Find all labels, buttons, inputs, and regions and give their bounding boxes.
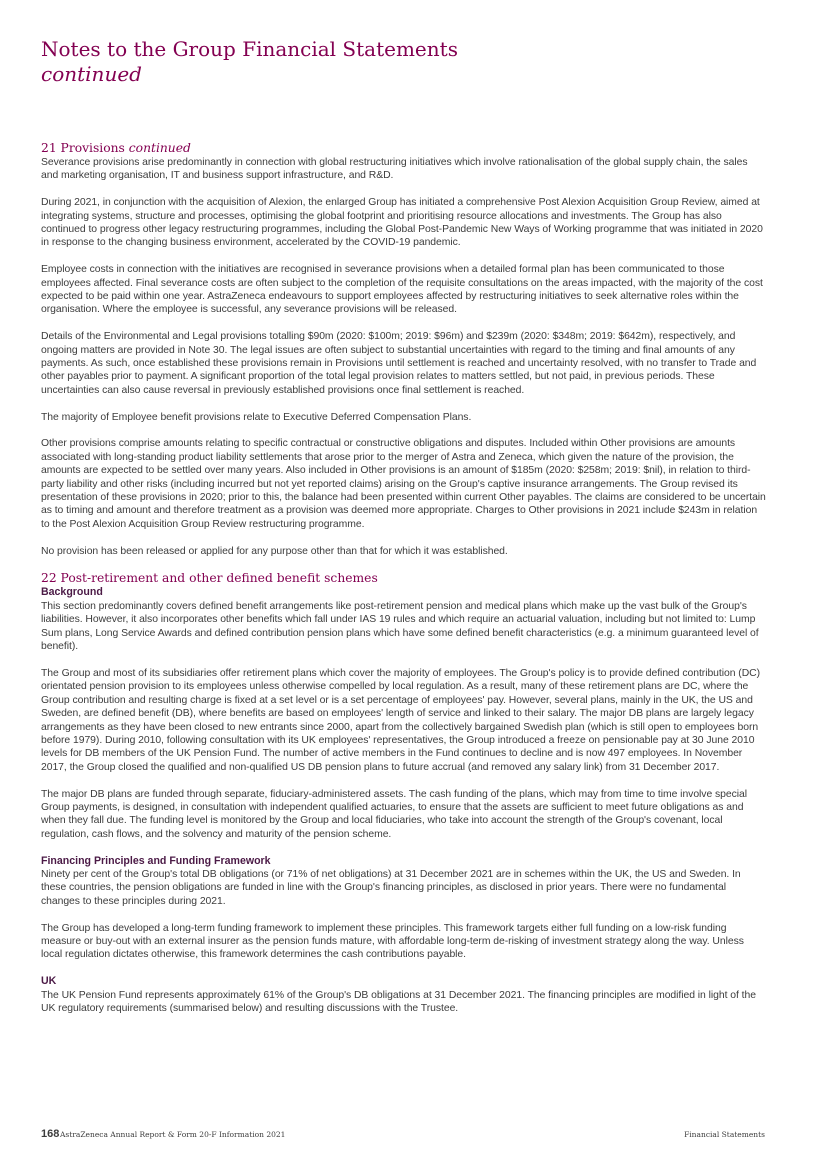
paragraph: Ninety per cent of the Group's total DB obligations (or 71% of net obligations) at 31 December 2021 are in schemes within the UK, the US and Sweden. In these countries, the pension obligations are funded in line with the Group's financing principles, as disclosed in prior years. There were no fundamental changes to these principles during 2021. xyxy=(41,868,741,907)
section-21-heading: 21 Provisions continued xyxy=(41,141,191,155)
publication-name: AstraZeneca Annual Report & Form 20-F Information 2021 xyxy=(60,1130,286,1139)
paragraph: Severance provisions arise predominantly in connection with global restructuring initiatives which involve rationalisation of the global supply chain, the sales and marketing organisation, IT and business support infrastructure, and R&D. xyxy=(41,157,748,182)
paragraph: The Group and most of its subsidiaries offer retirement plans which cover the majority of employees. The Group's policy is to provide defined contribution (DC) orientated pension provision to its employees unless otherwise compelled by local regulation. As a result, many of these retirement plans are DC, where the Group contribution and resulting charge is fixed at a set level or is a set percentage of employees' pay. However, several plans, mainly in the UK, the US and Sweden, are defined benefit (DB), where benefits are based on employees' length of service and linked to their salary. The major DB plans are largely legacy arrangements as they have been closed to new entrants since 2000, apart from the collectively bargained Swedish plan (which is still open to employees born before 1979). During 2010, following consultation with its UK employees' representatives, the Group introduced a freeze on pensionable pay at 30 June 2010 levels for DB members of the UK Pension Fund. The number of active members in the Fund continues to decline and is now 497 employees. In November 2017, the Group closed the qualified and non-qualified US DB pension plans to future accrual (and removed any salary link) from 31 December 2017. xyxy=(41,667,761,773)
paragraph: The UK Pension Fund represents approximately 61% of the Group's DB obligations at 31 December 2021. The financing principles are modified in light of the UK regulatory requirements (summarised below) and resulting discussions with the Trustee. xyxy=(41,989,756,1014)
page-footer xyxy=(41,1128,765,1144)
page-content xyxy=(41,141,767,1015)
page-title: Notes to the Group Financial Statements xyxy=(41,37,458,61)
paragraph: The major DB plans are funded through separate, fiduciary-administered assets. The cash funding of the plans, which may from time to time involve special Group payments, is designed, in consultation with independent qualified actuaries, to ensure that the assets are sufficient to meet future obligations as and when they fall due. The funding level is monitored by the Group and local fiduciaries, who take into account the strength of the Group's covenant, local regulation, cash flows, and the solvency and maturity of the pension scheme. xyxy=(41,788,748,840)
paragraph: This section predominantly covers defined benefit arrangements like post-retirement pension and medical plans which make up the vast bulk of the Group's liabilities. However, it also incorporates other benefits which fall under IAS 19 rules and which require an actuarial valuation, including but not limited to: Lump Sum plans, Long Service Awards and defined contribution pension plans which have some defined benefit characteristics (e.g. a minimum guaranteed level of benefit). xyxy=(41,600,759,653)
footer-section-name: Financial Statements xyxy=(684,1130,765,1139)
section-22-heading: 22 Post-retirement and other defined benefit schemes xyxy=(41,571,378,586)
paragraph: During 2021, in conjunction with the acquisition of Alexion, the enlarged Group has initiated a comprehensive Post Alexion Acquisition Group Review, aimed at integrating systems, structure and processes, optimising the global footprint and prioritising resource allocations and investments. The Group has also continued to progress other legacy restructuring programmes, including the Global Post-Pandemic New Ways of Working programme that was initiated in 2020 in response to the changing business environment, accelerated by the COVID-19 pandemic. xyxy=(41,197,763,249)
page-subtitle: continued xyxy=(41,62,142,86)
page-number: 168 xyxy=(41,1128,60,1140)
paragraph: Employee costs in connection with the initiatives are recognised in severance provisions when a detailed formal plan has been communicated to those employees affected. Final severance costs are often subject to the completion of the requisite consultations on the areas impacted, with the majority of the cost expected to be paid within one year. AstraZeneca endeavours to support employees affected by restructuring initiatives to seek alternative roles within the organisation. Where the employee is successful, any severance provisions will be released. xyxy=(41,264,763,316)
paragraph: The Group has developed a long-term funding framework to implement these principles. This framework targets either full funding on a low-risk funding measure or buy-out with an external insurer as the pension funds mature, with affordable long-term de-risking of investment strategy along the way. Unless local regulation dictates otherwise, this framework determines the cash contributions payable. xyxy=(41,922,744,961)
paragraph: The majority of Employee benefit provisions relate to Executive Deferred Compensation Plans. xyxy=(41,411,472,423)
paragraph: Other provisions comprise amounts relating to specific contractual or constructive obligations and disputes. Included within Other provisions are amounts associated with long-standing product liability settlements that arose prior to the merger of Astra and Zeneca, which given the nature of the provision, the amounts are expected to be settled over many years. Also included in Other provisions is an amount of $185m (2020: $258m; 2019: $nil), in relation to third-party liability and other risks (including incurred but not yet reported claims) arising on the Group's captive insurance arrangements. The Group revised its presentation of these provisions in 2020; prior to this, the balance had been presented within current Other payables. The claims are considered to be uncertain as to timing and amount and therefore treatment as a provision was deemed more appropriate. Charges to Other provisions in 2021 include $243m in relation to the Post Alexion Acquisition Group Review restructuring programme. xyxy=(41,438,766,530)
page-header xyxy=(41,37,458,87)
paragraph: Details of the Environmental and Legal provisions totalling $90m (2020: $100m; 2019: $96m) and $239m (2020: $348m; 2019: $642m), respectively, and ongoing matters are provided in Note 30. The legal issues are often subject to substantial uncertainties with regard to the timing and final amounts of any payments. As such, once established these provisions remain in Provisions until settlement is reached and uncertainty resolved, with no transfer to Trade and other payables prior to payment. A significant proportion of the total legal provision relates to matters settled, but not paid, in previous periods. These uncertainties can also cause reversal in previously established provisions once final settlement is reached. xyxy=(41,331,757,396)
background-heading: Background xyxy=(41,586,103,599)
financing-heading: Financing Principles and Funding Framework xyxy=(41,854,271,867)
uk-heading: UK xyxy=(41,975,57,988)
paragraph: No provision has been released or applied for any purpose other than that for which it was established. xyxy=(41,545,508,557)
section-21-heading-suffix: continued xyxy=(128,141,191,155)
